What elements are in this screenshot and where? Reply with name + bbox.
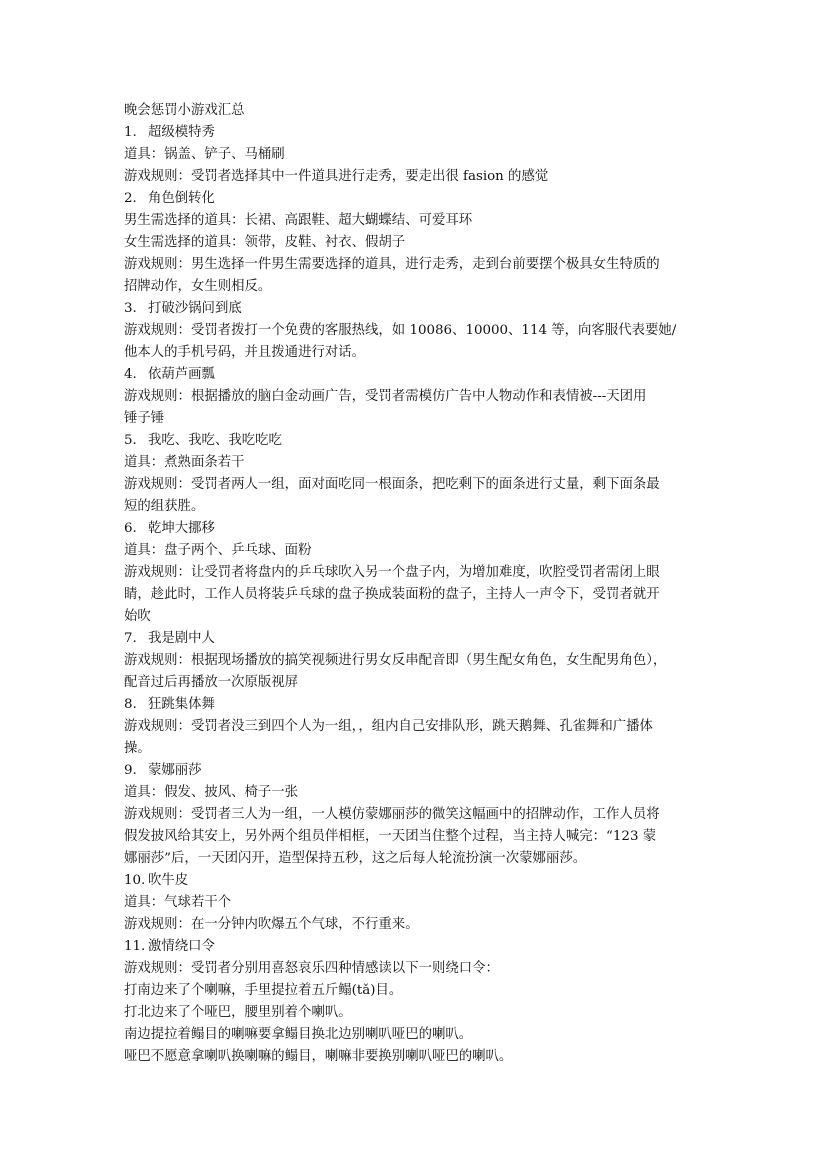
body-text-line: 南边提拉着鳎目的喇嘛要拿鳎目换北边别喇叭哑巴的喇叭。 bbox=[124, 1027, 473, 1042]
body-text-line: 游戏规则：在一分钟内吹爆五个气球，不行重来。 bbox=[124, 917, 419, 932]
section-number: 9. bbox=[124, 763, 137, 778]
section-number: 8. bbox=[124, 697, 137, 712]
section-heading bbox=[124, 122, 707, 144]
section-number: 5. bbox=[124, 433, 137, 448]
section-number: 4. bbox=[124, 367, 137, 382]
body-text-line: 招牌动作，女生则相反。 bbox=[124, 279, 272, 294]
section-title: 角色倒转化 bbox=[148, 191, 215, 206]
body-text-line: 游戏规则：受罚者分别用喜怒哀乐四种情感读以下一则绕口令： bbox=[124, 961, 499, 976]
section-title: 依葫芦画瓢 bbox=[148, 367, 215, 382]
section-heading bbox=[124, 518, 707, 540]
body-text-line: 游戏规则：根据播放的脑白金动画广告，受罚者需模仿广告中人物动作和表情被---天团用 bbox=[124, 389, 647, 404]
section-title: 乾坤大挪移 bbox=[148, 521, 215, 536]
section-heading bbox=[124, 628, 707, 650]
body-text-line: 操。 bbox=[124, 741, 151, 756]
section-heading bbox=[124, 430, 707, 452]
body-text-line: 游戏规则：受罚者没三到四个人为一组，，组内自己安排队形，跳天鹅舞、孔雀舞和广播体 bbox=[124, 719, 653, 734]
body-text-line: 游戏规则：受罚者三人为一组，一人模仿蒙娜丽莎的微笑这幅画中的招牌动作，工作人员将 bbox=[124, 807, 660, 822]
body-text-line: 娜丽莎”后，一天团闪开，造型保持五秒，这之后每人轮流扮演一次蒙娜丽莎。 bbox=[124, 851, 587, 866]
section-title: 我是剧中人 bbox=[148, 631, 215, 646]
body-text-line: 配音过后再播放一次原版视屏 bbox=[124, 675, 299, 690]
body-text-line: 游戏规则：受罚者两人一组，面对面吃同一根面条，把吃剩下的面条进行丈量，剩下面条最 bbox=[124, 477, 660, 492]
body-text-line: 打北边来了个哑巴，腰里别着个喇叭。 bbox=[124, 1005, 352, 1020]
body-text-line: 游戏规则：男生选择一件男生需要选择的道具，进行走秀，走到台前要摆个极具女生特质的 bbox=[124, 257, 660, 272]
section-heading bbox=[124, 694, 707, 716]
section-title: 激情绕口令 bbox=[148, 939, 215, 954]
body-text-line: 短的组获胜。 bbox=[124, 499, 205, 514]
body-text-line: 假发披风给其安上，另外两个组员伴相框，一天团当住整个过程，当主持人喊完：“123 蒙 bbox=[124, 829, 657, 844]
section-heading bbox=[124, 298, 707, 320]
body-text-line: 游戏规则：受罚者拨打一个免费的客服热线，如 10086、10000、114 等，向客服代表要她/ bbox=[124, 323, 677, 338]
body-text-line: 游戏规则：让受罚者将盘内的乒乓球吹入另一个盘子内，为增加难度，吹腔受罚者需闭上眼 bbox=[124, 565, 660, 580]
section-number: 6. bbox=[124, 521, 137, 536]
body-text-line: 他本人的手机号码，并且拨通进行对话。 bbox=[124, 345, 366, 360]
body-text-line: 始吹 bbox=[124, 609, 151, 624]
document-body bbox=[124, 122, 707, 1068]
body-text-line: 游戏规则：受罚者选择其中一件道具进行走秀，要走出很 fasion 的感觉 bbox=[124, 169, 549, 184]
section-title: 蒙娜丽莎 bbox=[148, 763, 202, 778]
section-title: 我吃、我吃、我吃吃吃 bbox=[148, 433, 282, 448]
section-heading bbox=[124, 188, 707, 210]
section-heading bbox=[124, 364, 707, 386]
body-text-line: 道具：气球若干个 bbox=[124, 895, 232, 910]
section-title: 吹牛皮 bbox=[148, 873, 189, 888]
body-text-line: 睛，趁此时，工作人员将装乒乓球的盘子换成装面粉的盘子，主持人一声令下，受罚者就开 bbox=[124, 587, 660, 602]
body-text-line: 女生需选择的道具：领带，皮鞋、衬衣、假胡子 bbox=[124, 235, 406, 250]
body-text-line: 道具：盘子两个、乒乓球、面粉 bbox=[124, 543, 312, 558]
section-title: 狂跳集体舞 bbox=[148, 697, 215, 712]
section-number: 2. bbox=[124, 191, 137, 206]
section-heading bbox=[124, 936, 707, 958]
section-number: 3. bbox=[124, 301, 137, 316]
section-number: 1. bbox=[124, 125, 137, 140]
body-text-line: 游戏规则：根据现场播放的搞笑视频进行男女反串配音即（男生配女角色，女生配男角色）， bbox=[124, 653, 667, 668]
section-number: 10. bbox=[124, 873, 146, 888]
section-number: 11. bbox=[124, 939, 146, 954]
body-text-line: 道具：煮熟面条若干 bbox=[124, 455, 245, 470]
body-text-line: 锤子锤 bbox=[124, 411, 165, 426]
section-heading bbox=[124, 870, 707, 892]
body-text-line: 道具：假发、披风、椅子一张 bbox=[124, 785, 299, 800]
section-title: 打破沙锅问到底 bbox=[148, 301, 242, 316]
section-heading bbox=[124, 760, 707, 782]
body-text-line: 哑巴不愿意拿喇叭换喇嘛的鳎目，喇嘛非要换别喇叭哑巴的喇叭。 bbox=[124, 1049, 513, 1064]
section-title: 超级模特秀 bbox=[148, 125, 215, 140]
body-text-line: 道具：锅盖、铲子、马桶刷 bbox=[124, 147, 285, 162]
section-number: 7. bbox=[124, 631, 137, 646]
body-text-line: 男生需选择的道具：长裙、高跟鞋、超大蝴蝶结、可爱耳环 bbox=[124, 213, 473, 228]
document-title: 晚会惩罚小游戏汇总 bbox=[124, 103, 245, 118]
body-text-line: 打南边来了个喇嘛，手里提拉着五斤鳎(tǎ)目。 bbox=[124, 983, 403, 998]
